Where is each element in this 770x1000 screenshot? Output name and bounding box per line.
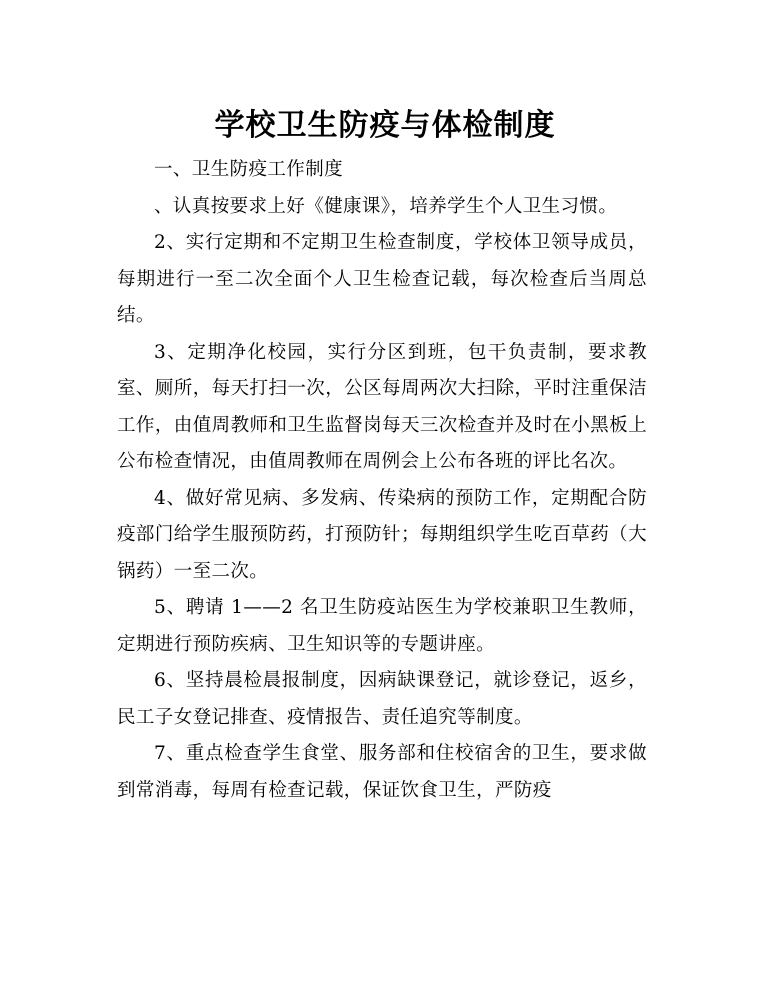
paragraph-6: 6、坚持晨检晨报制度，因病缺课登记，就诊登记，返乡，民工子女登记排查、疫情报告、责任追究等制度。 — [117, 670, 647, 728]
paragraph-2: 2、实行定期和不定期卫生检查制度，学校体卫领导成员，每期进行一至二次全面个人卫生检查记载，每次检查后当周总结。 — [117, 232, 647, 326]
paragraph-5: 5、聘请 1——2 名卫生防疫站医生为学校兼职卫生教师，定期进行预防疾病、卫生知识等的专题讲座。 — [117, 597, 647, 655]
paragraph-1: 、认真按要求上好《健康课》，培养学生个人卫生习惯。 — [154, 195, 618, 217]
paragraph-3: 3、定期净化校园，实行分区到班，包干负责制，要求教室、厕所，每天打扫一次，公区每周两次大扫除，平时注重保洁工作，由值周教师和卫生监督岗每天三次检查并及时在小黑板上公布检查情况，由值周教师在周例会上公布各班的评比名次。 — [117, 341, 647, 472]
document-body — [117, 152, 647, 809]
paragraph-7: 7、重点检查学生食堂、服务部和住校宿舍的卫生，要求做到常消毒，每周有检查记载，保证饮食卫生，严防疫 — [117, 743, 647, 801]
section-heading-1: 一、卫生防疫工作制度 — [154, 159, 344, 180]
document-title: 学校卫生防疫与体检制度 — [214, 108, 556, 143]
paragraph-4: 4、做好常见病、多发病、传染病的预防工作，定期配合防疫部门给学生服预防药，打预防针；每期组织学生吃百草药（大锅药）一至二次。 — [117, 487, 647, 582]
